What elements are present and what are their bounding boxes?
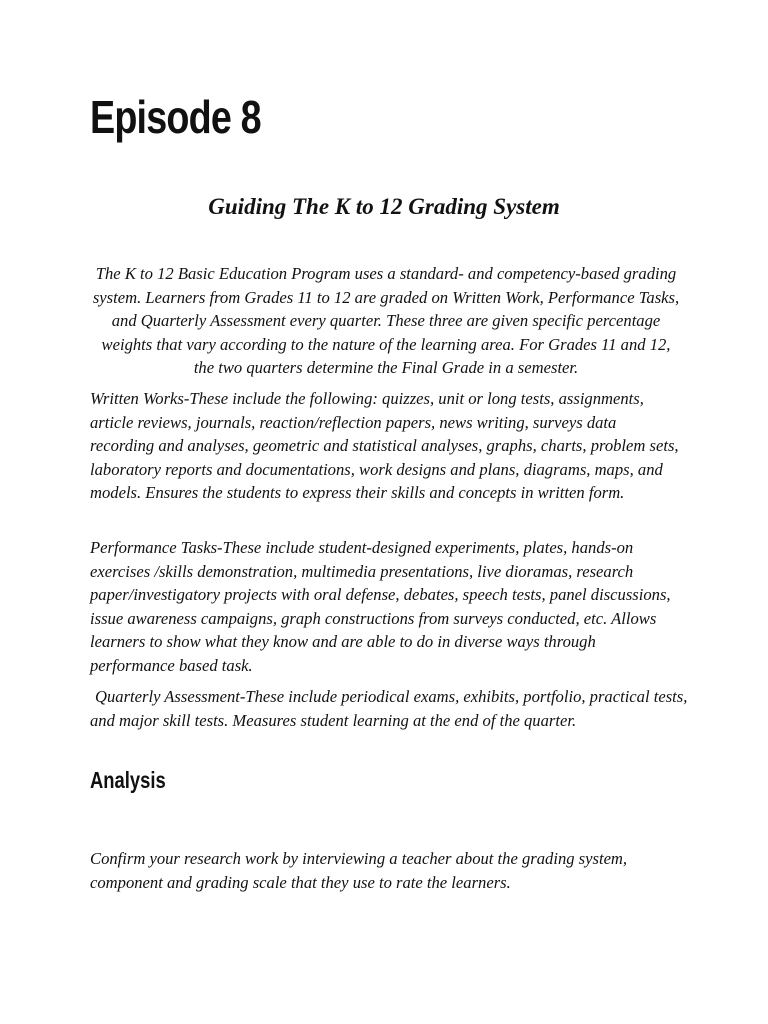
analysis-heading: Analysis bbox=[90, 767, 166, 793]
document-subtitle: Guiding The K to 12 Grading System bbox=[208, 194, 560, 219]
written-works-paragraph: Written Works-These include the following: quizzes, unit or long tests, assignments, article reviews, journals, reaction/reflection papers, news writing, surveys data recording and analyses, geometric and statistical analyses, graphs, charts, problem sets, laboratory reports and documentations, work designs and plans, diagrams, maps, and models. Ensures the students to express their skills and concepts in written form. bbox=[90, 389, 679, 503]
episode-title: Episode 8 bbox=[90, 91, 261, 143]
quarterly-assessment-paragraph: Quarterly Assessment-These include periodical exams, exhibits, portfolio, practical tests, and major skill tests. Measures student learning at the end of the quarter. bbox=[90, 687, 688, 730]
performance-tasks-paragraph: Performance Tasks-These include student-designed experiments, plates, hands-on exercises /skills demonstration, multimedia presentations, live dioramas, research paper/investigatory projects with oral defense, debates, speech tests, panel discussions, issue awareness campaigns, graph constructions from surveys conducted, etc. Allows learners to show what they know and are able to do in diverse ways through performance based task. bbox=[90, 538, 671, 675]
intro-paragraph: The K to 12 Basic Education Program uses a standard- and competency-based grading system. Learners from Grades 11 to 12 are graded on Written Work, Performance Tasks, and Quarterly Assessment every quarter. These three are given specific percentage weights that vary according to the nature of the learning area. For Grades 11 and 12, the two quarters determine the Final Grade in a semester. bbox=[92, 264, 680, 378]
analysis-instruction: Confirm your research work by interviewing a teacher about the grading system, component and grading scale that they use to rate the learners. bbox=[90, 849, 628, 892]
